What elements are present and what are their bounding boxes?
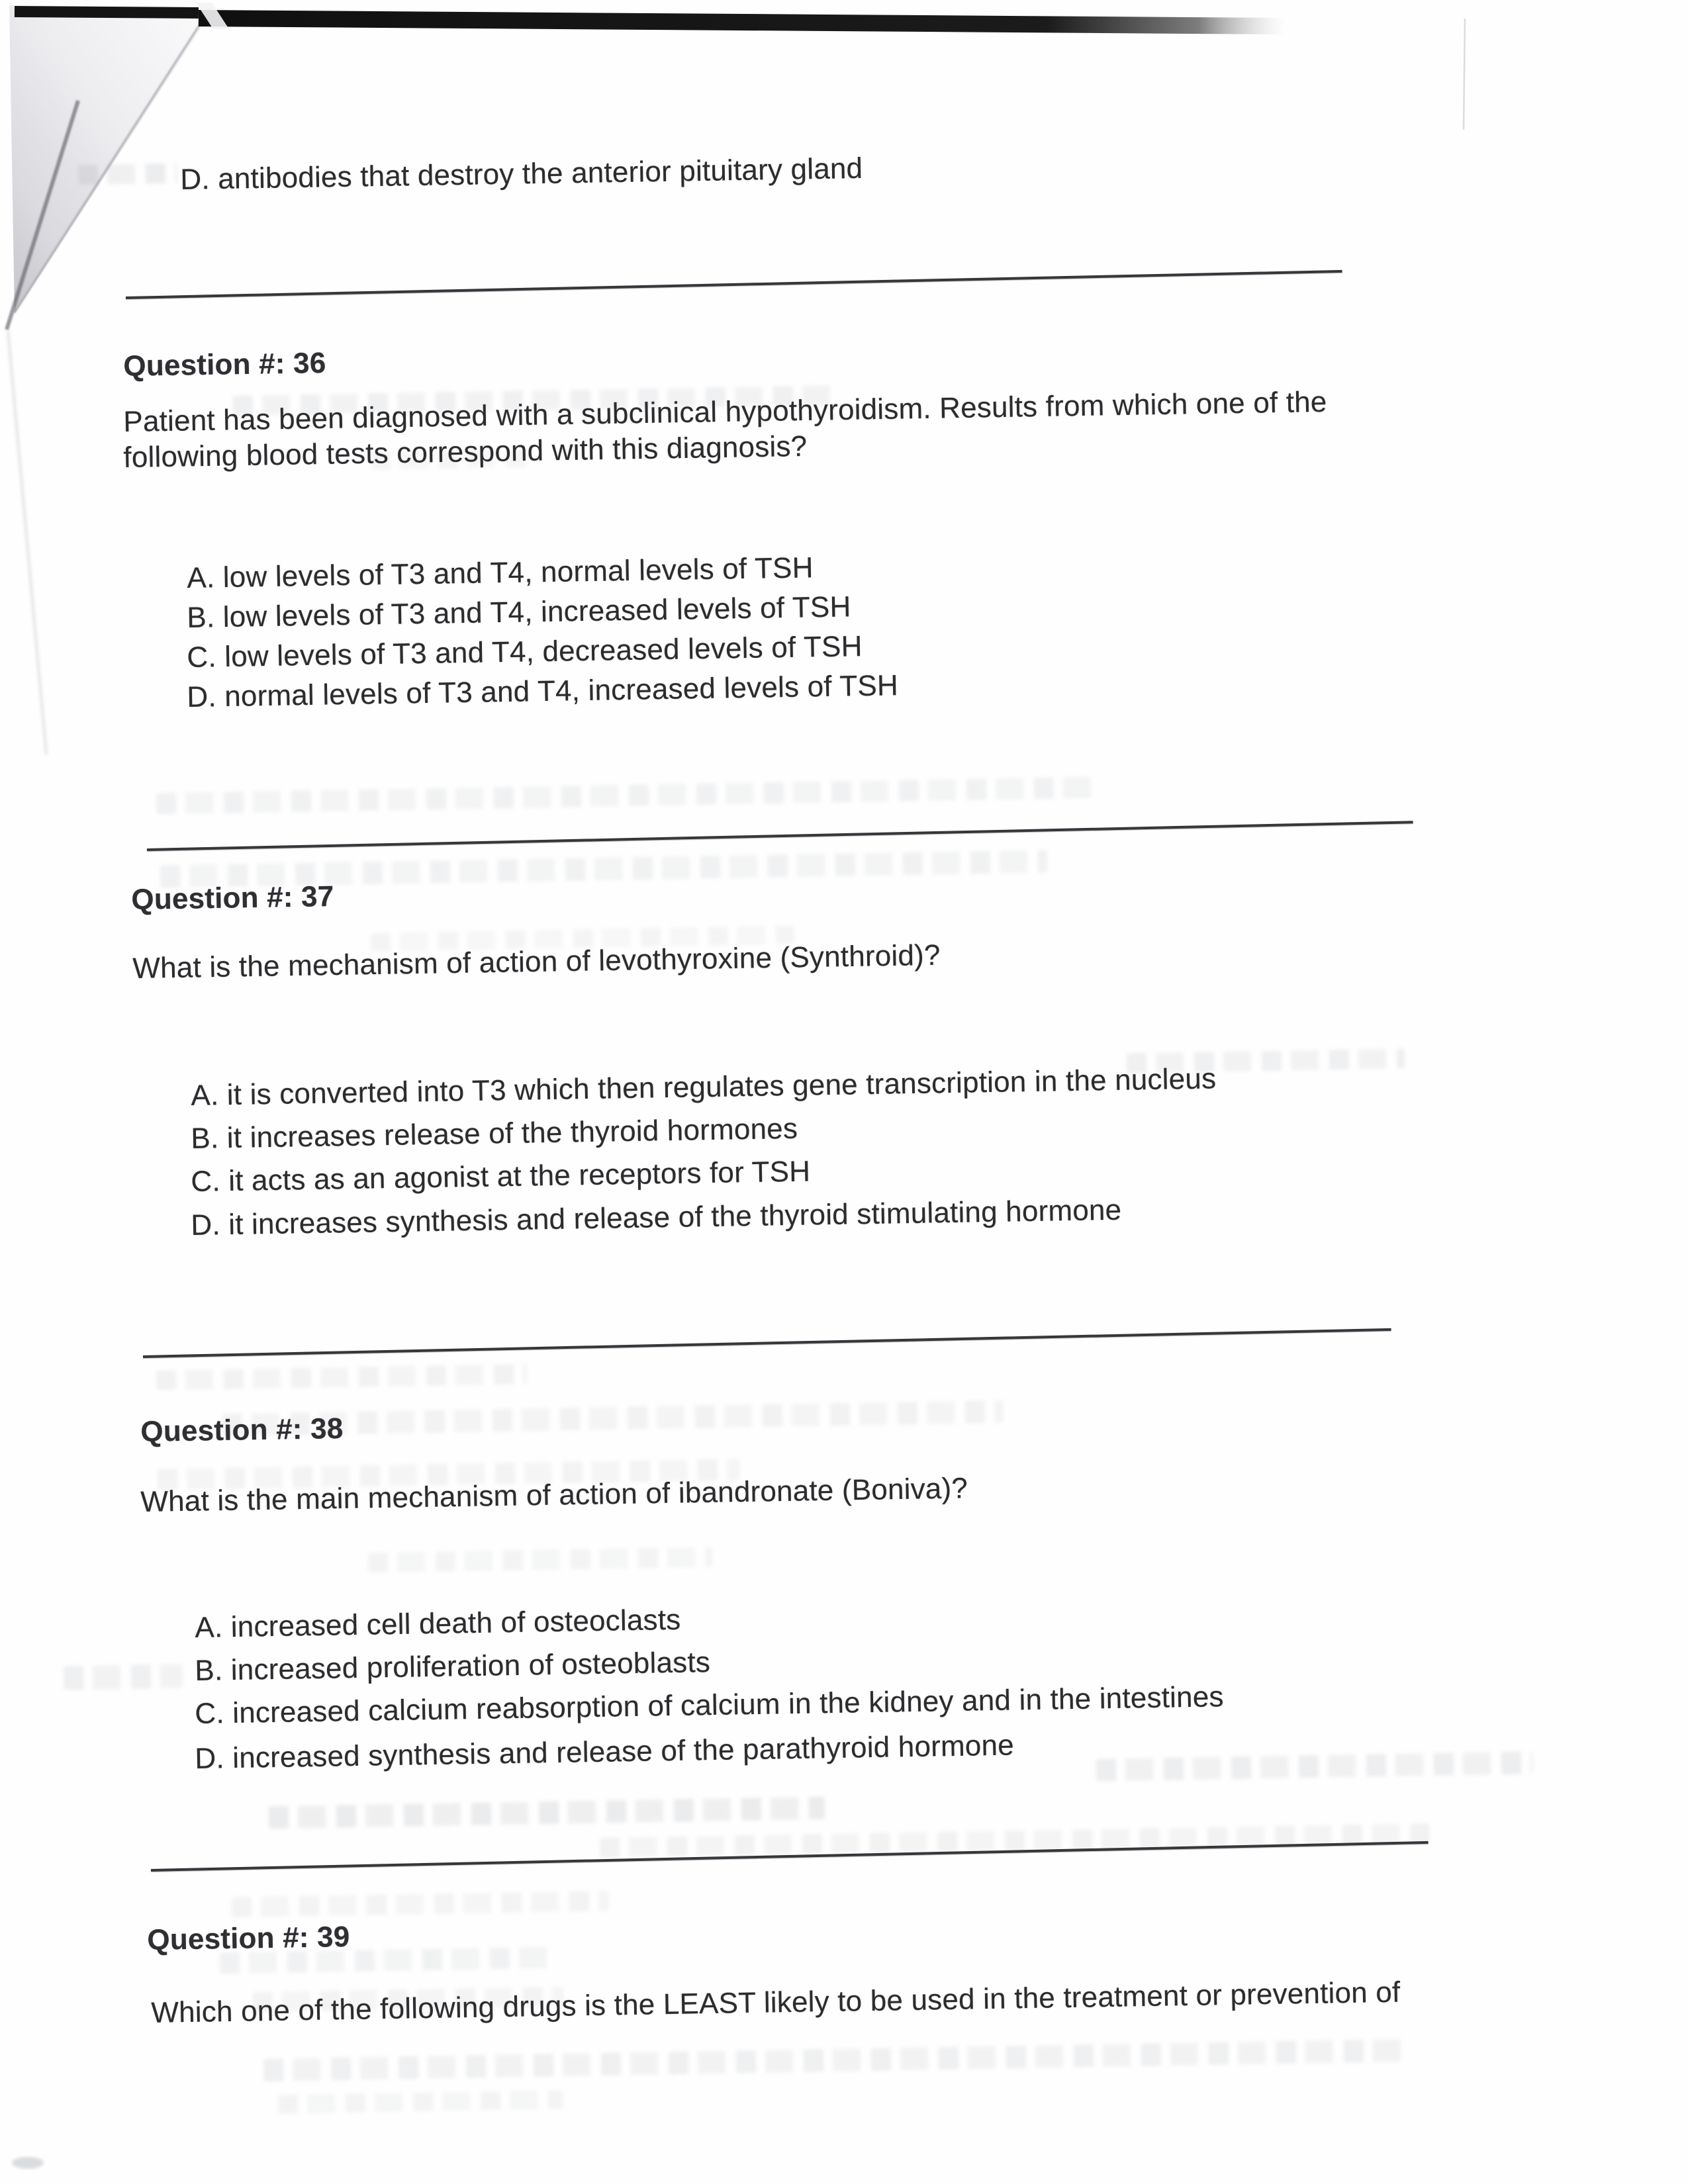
question-38-option-d: D. increased synthesis and release of the parathyroid hormone [195, 1729, 1015, 1775]
question-36-option-a: A. low levels of T3 and T4, normal levels of TSH [187, 551, 814, 594]
question-39-header: Question #: 39 [147, 1920, 350, 1956]
question-38-text-line: What is the main mechanism of action of ibandronate (Boniva)? [140, 1472, 968, 1518]
question-36-text-line: following blood tests correspond with this diagnosis? [123, 430, 808, 474]
question-37-option-d: D. it increases synthesis and release of the thyroid stimulating hormone [191, 1193, 1122, 1242]
question-36-option-d: D. normal levels of T3 and T4, increased levels of TSH [187, 669, 899, 713]
question-38-option-a: A. increased cell death of osteoclasts [195, 1603, 681, 1644]
bleed-through-artifact [64, 1664, 183, 1690]
question-37-header: Question #: 37 [131, 880, 334, 916]
question-38-option-b: B. increased proliferation of osteoblasts [195, 1646, 711, 1687]
question-36-header: Question #: 36 [123, 346, 326, 383]
question-38-header: Question #: 38 [140, 1412, 344, 1448]
question-39-text-line: Which one of the following drugs is the LEAST likely to be used in the treatment or prevention of [151, 1976, 1401, 2029]
question-37-option-c: C. it acts as an agonist at the receptors for TSH [191, 1155, 811, 1198]
question-37-option-b: B. it increases release of the thyroid hormones [191, 1112, 798, 1155]
question-36-option-c: C. low levels of T3 and T4, decreased levels of TSH [187, 630, 863, 674]
question-38-option-c: C. increased calcium reabsorption of calcium in the kidney and in the intestines [195, 1680, 1224, 1730]
bleed-through-artifact [78, 163, 178, 185]
previous-question-option-d: D. antibodies that destroy the anterior pituitary gland [180, 152, 863, 196]
question-37-text-line: What is the mechanism of action of levothyroxine (Synthroid)? [132, 938, 941, 985]
scan-smudge [12, 2157, 44, 2169]
page-edge-line [1464, 19, 1465, 130]
question-37-option-a: A. it is converted into T3 which then regulates gene transcription in the nucleus [191, 1062, 1217, 1112]
scan-top-edge [15, 3, 1286, 34]
question-36-text-line: Patient has been diagnosed with a subclinical hypothyroidism. Results from which one of the [123, 385, 1327, 438]
question-36-option-b: B. low levels of T3 and T4, increased levels of TSH [187, 590, 851, 634]
